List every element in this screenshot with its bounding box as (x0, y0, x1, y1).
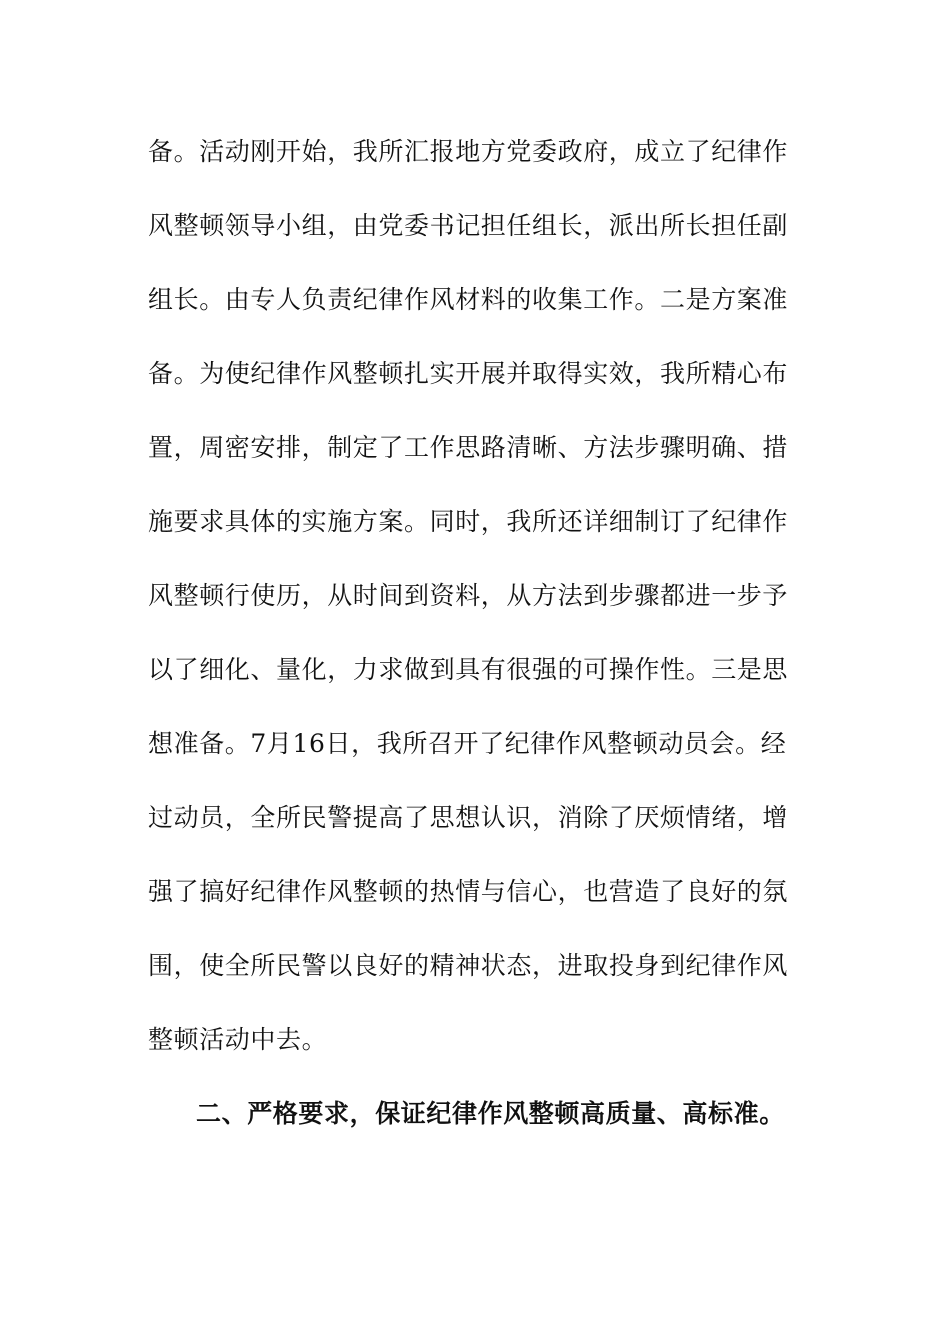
body-text-line: 组长。由专人负责纪律作风材料的收集工作。二是方案准 (148, 285, 789, 314)
body-text-line: 施要求具体的实施方案。同时，我所还详细制订了纪律作 (148, 507, 789, 536)
body-text-line: 过动员，全所民警提高了思想认识，消除了厌烦情绪，增 (148, 803, 789, 832)
section-heading: 二、严格要求，保证纪律作风整顿高质量、高标准。 (196, 1099, 785, 1128)
body-text-line: 围，使全所民警以良好的精神状态，进取投身到纪律作风 (148, 951, 789, 980)
body-text-line: 备。为使纪律作风整顿扎实开展并取得实效，我所精心布 (148, 359, 789, 388)
body-text-line: 风整顿领导小组，由党委书记担任组长，派出所长担任副 (148, 211, 789, 240)
body-text-line: 整顿活动中去。 (148, 1025, 328, 1054)
body-text-line: 风整顿行使历，从时间到资料，从方法到步骤都进一步予 (148, 581, 789, 610)
body-text-line: 备。活动刚开始，我所汇报地方党委政府，成立了纪律作 (148, 137, 789, 166)
body-text-line: 强了搞好纪律作风整顿的热情与信心，也营造了良好的氛 (148, 877, 789, 906)
body-text-line: 以了细化、量化，力求做到具有很强的可操作性。三是思 (148, 655, 789, 684)
body-text-line: 置，周密安排，制定了工作思路清晰、方法步骤明确、措 (148, 433, 789, 462)
body-text-line: 想准备。7月16日，我所召开了纪律作风整顿动员会。经 (148, 729, 787, 758)
